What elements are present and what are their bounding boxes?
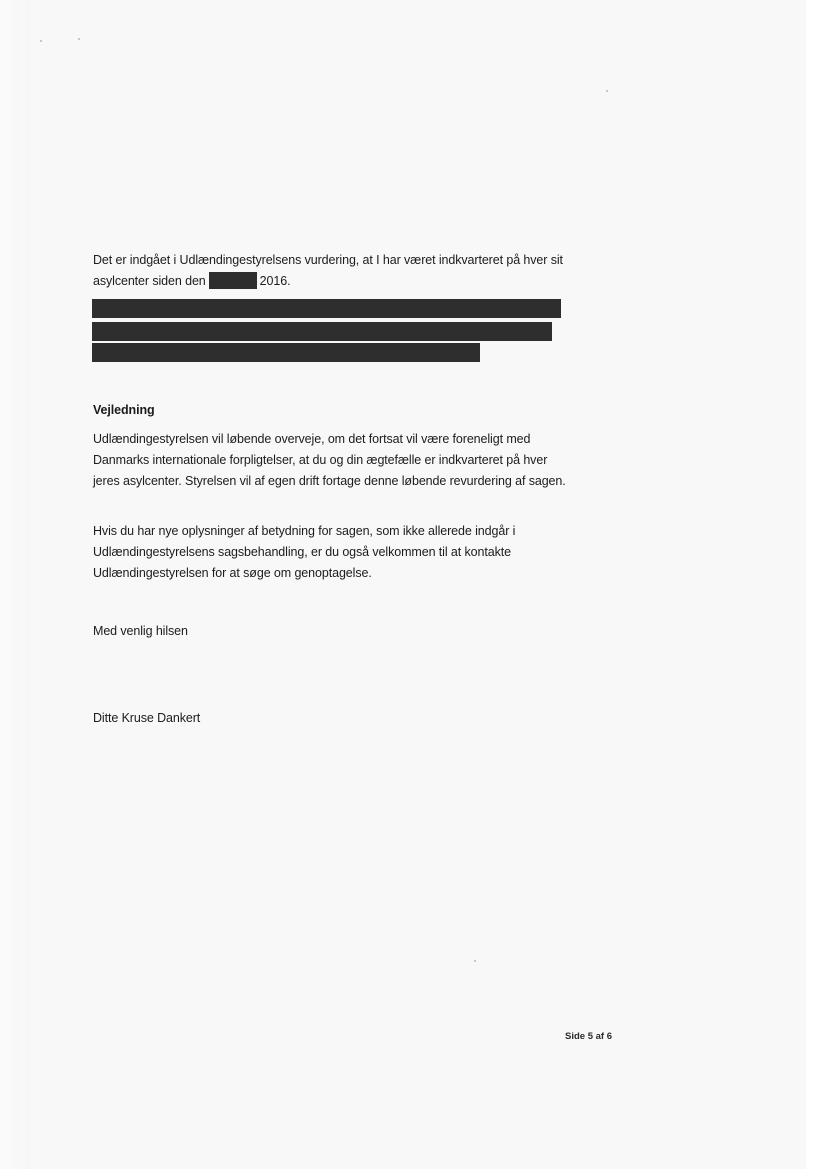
redaction-bar <box>92 343 480 362</box>
scan-edge-left <box>0 0 30 1169</box>
intro-text-after: 2016. <box>259 274 291 288</box>
intro-text-before: Det er indgået i Udlændingestyrelsens vurdering, at I har været indkvarteret på hver sit asylcenter siden den <box>93 253 563 288</box>
page-number: Side 5 af 6 <box>565 1031 612 1042</box>
section-heading: Vejledning <box>93 403 155 417</box>
redaction-bar <box>92 322 552 341</box>
guidance-paragraph-2: Hvis du har nye oplysninger af betydning for sagen, som ikke allerede indgår i Udlændingestyrelsens sagsbehandling, er du også velkommen til at kontakte Udlændingestyrelsen for at søge om genoptagelse. <box>93 524 516 580</box>
scan-edge-right <box>806 0 828 1169</box>
closing-greeting: Med venlig hilsen <box>93 624 188 638</box>
scan-speck <box>40 40 42 42</box>
scan-speck <box>78 38 80 40</box>
intro-paragraph <box>93 250 568 292</box>
redaction-bar <box>92 299 561 318</box>
guidance-paragraph-1: Udlændingestyrelsen vil løbende overveje, om det fortsat vil være foreneligt med Danmarks internationale forpligtelser, at du og din ægtefælle er indkvarteret på hver jeres asylcenter. Styrelsen vil af egen drift fortage denne løbende revurdering af sagen. <box>93 432 566 488</box>
scan-speck <box>474 960 476 962</box>
redacted-date <box>209 272 257 289</box>
signature-name: Ditte Kruse Dankert <box>93 711 201 725</box>
scan-speck <box>606 90 608 92</box>
